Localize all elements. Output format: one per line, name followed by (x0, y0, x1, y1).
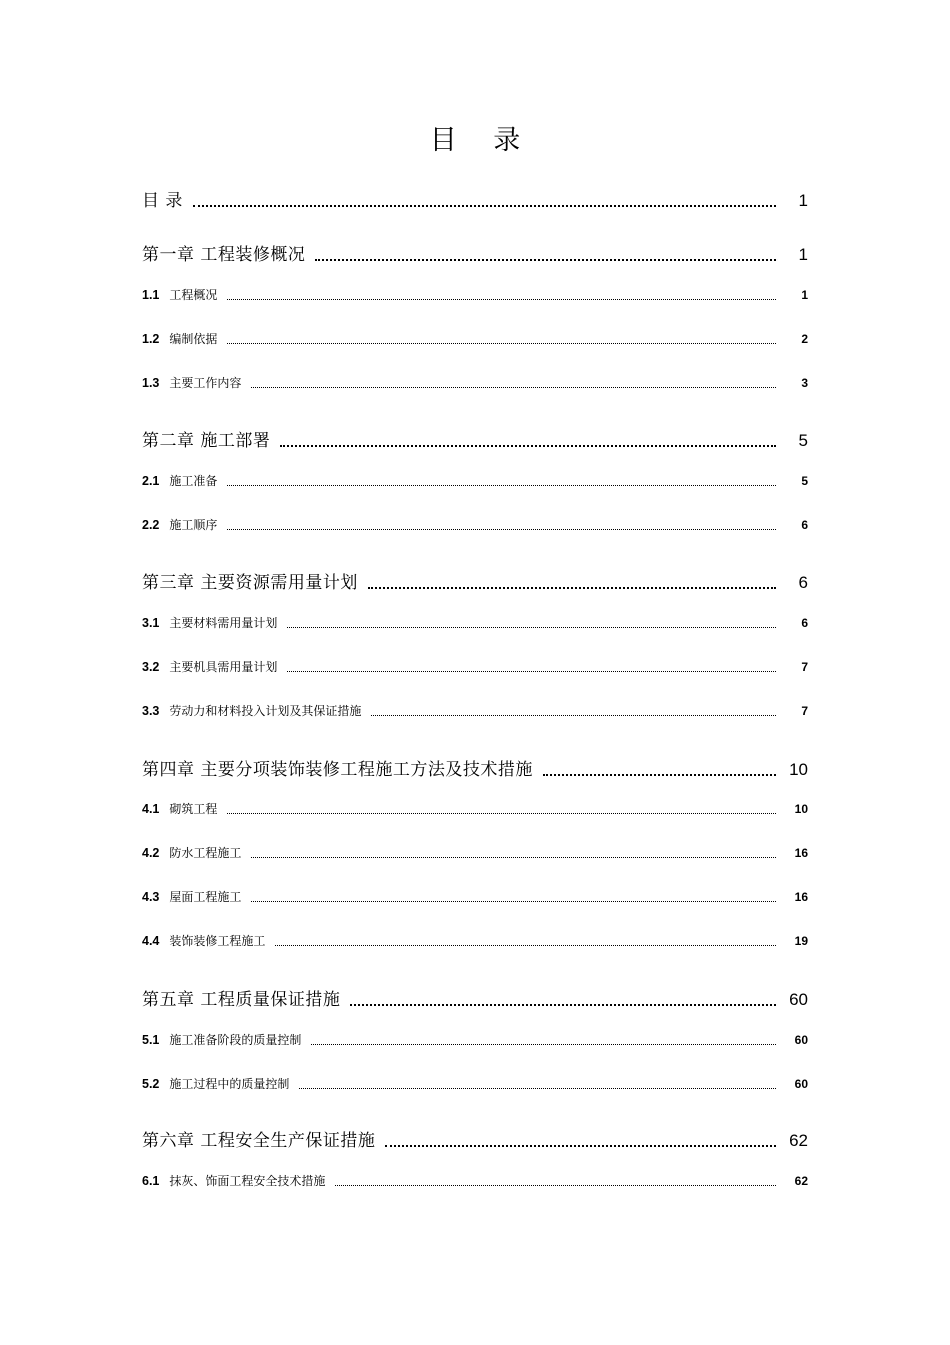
dot-leader (315, 259, 776, 261)
entry-label: 施工准备 (169, 474, 218, 488)
section-number: 1.3 (142, 376, 160, 390)
toc-section-entry[interactable] (142, 472, 808, 489)
toc-section-entry[interactable] (142, 374, 808, 391)
dot-leader (227, 813, 776, 814)
toc-section-entry[interactable] (142, 932, 808, 949)
toc-section-entry[interactable] (142, 888, 808, 905)
page-number: 19 (794, 934, 808, 948)
dot-leader (350, 1004, 776, 1006)
entry-label: 第五章 工程质量保证措施 (142, 990, 341, 1010)
entry-label: 施工顺序 (169, 518, 218, 532)
entry-label: 砌筑工程 (169, 802, 218, 816)
entry-label: 第二章 施工部署 (142, 431, 271, 451)
section-number: 1.2 (142, 332, 160, 346)
page-number: 5 (798, 431, 808, 450)
dot-leader (371, 715, 776, 716)
page-number: 16 (794, 890, 808, 904)
dot-leader (193, 205, 776, 207)
dot-leader (227, 485, 776, 486)
dot-leader (299, 1088, 776, 1089)
toc-section-entry[interactable] (142, 800, 808, 817)
entry-label: 编制依据 (169, 332, 218, 346)
page-number: 6 (798, 573, 808, 592)
page-number: 6 (801, 616, 808, 630)
section-number: 6.1 (142, 1174, 160, 1188)
section-number: 5.1 (142, 1033, 160, 1047)
page-number: 1 (801, 288, 808, 302)
toc-chapter-entry[interactable] (142, 568, 808, 593)
page-title: 目 录 (429, 125, 535, 156)
toc-section-entry[interactable] (142, 658, 808, 675)
dot-leader (543, 774, 776, 776)
section-number: 4.1 (142, 802, 160, 816)
section-number: 3.2 (142, 660, 160, 674)
entry-label: 屋面工程施工 (169, 890, 242, 904)
page-number: 3 (801, 376, 808, 390)
page-number: 6 (801, 518, 808, 532)
dot-leader (311, 1044, 776, 1045)
dot-leader (275, 945, 776, 946)
toc-section-entry[interactable] (142, 330, 808, 347)
entry-label: 第六章 工程安全生产保证措施 (142, 1131, 376, 1151)
entry-label: 劳动力和材料投入计划及其保证措施 (169, 704, 362, 718)
dot-leader (251, 901, 776, 902)
page-number: 60 (789, 990, 808, 1009)
section-number: 5.2 (142, 1077, 160, 1091)
toc-chapter-entry[interactable] (142, 755, 808, 780)
entry-label: 工程概况 (169, 288, 218, 302)
entry-label: 施工准备阶段的质量控制 (169, 1033, 302, 1047)
entry-label: 目 录 (142, 191, 183, 211)
page-number: 10 (789, 760, 808, 779)
section-number: 4.3 (142, 890, 160, 904)
toc-section-entry[interactable] (142, 1172, 808, 1189)
page-number: 62 (794, 1174, 808, 1188)
page-number: 10 (794, 802, 808, 816)
entry-label: 主要材料需用量计划 (169, 616, 278, 630)
entry-label: 抹灰、饰面工程安全技术措施 (169, 1174, 326, 1188)
page-number: 62 (789, 1131, 808, 1150)
dot-leader (385, 1145, 776, 1147)
toc-chapter-entry[interactable] (142, 985, 808, 1010)
toc-chapter-entry[interactable] (142, 426, 808, 451)
dot-leader (227, 343, 776, 344)
toc-section-entry[interactable] (142, 614, 808, 631)
toc-section-entry[interactable] (142, 702, 808, 719)
page-number: 7 (801, 660, 808, 674)
entry-label: 第一章 工程装修概况 (142, 245, 306, 265)
section-number: 4.2 (142, 846, 160, 860)
page-number: 1 (798, 245, 808, 264)
page-number: 5 (801, 474, 808, 488)
section-number: 2.1 (142, 474, 160, 488)
entry-label: 施工过程中的质量控制 (169, 1077, 290, 1091)
section-number: 1.1 (142, 288, 160, 302)
page-number: 7 (801, 704, 808, 718)
entry-label: 第四章 主要分项装饰装修工程施工方法及技术措施 (142, 760, 533, 780)
section-number: 3.1 (142, 616, 160, 630)
toc-section-entry[interactable] (142, 844, 808, 861)
section-number: 3.3 (142, 704, 160, 718)
toc-chapter-entry[interactable] (142, 186, 808, 211)
entry-label: 主要机具需用量计划 (169, 660, 278, 674)
entry-label: 主要工作内容 (169, 376, 242, 390)
section-number: 4.4 (142, 934, 160, 948)
dot-leader (287, 627, 776, 628)
page-number: 60 (794, 1077, 808, 1091)
dot-leader (368, 587, 776, 589)
page-number: 1 (798, 191, 808, 210)
dot-leader (280, 445, 776, 447)
toc-section-entry[interactable] (142, 1031, 808, 1048)
section-number: 2.2 (142, 518, 160, 532)
toc-section-entry[interactable] (142, 286, 808, 303)
dot-leader (335, 1185, 776, 1186)
page-number: 16 (794, 846, 808, 860)
toc-chapter-entry[interactable] (142, 240, 808, 265)
dot-leader (287, 671, 776, 672)
entry-label: 第三章 主要资源需用量计划 (142, 573, 358, 593)
toc-chapter-entry[interactable] (142, 1126, 808, 1151)
entry-label: 装饰装修工程施工 (169, 934, 266, 948)
dot-leader (227, 299, 776, 300)
toc-section-entry[interactable] (142, 1075, 808, 1092)
dot-leader (251, 387, 776, 388)
page-number: 2 (801, 332, 808, 346)
dot-leader (251, 857, 776, 858)
toc-section-entry[interactable] (142, 516, 808, 533)
page-number: 60 (794, 1033, 808, 1047)
entry-label: 防水工程施工 (169, 846, 242, 860)
dot-leader (227, 529, 776, 530)
